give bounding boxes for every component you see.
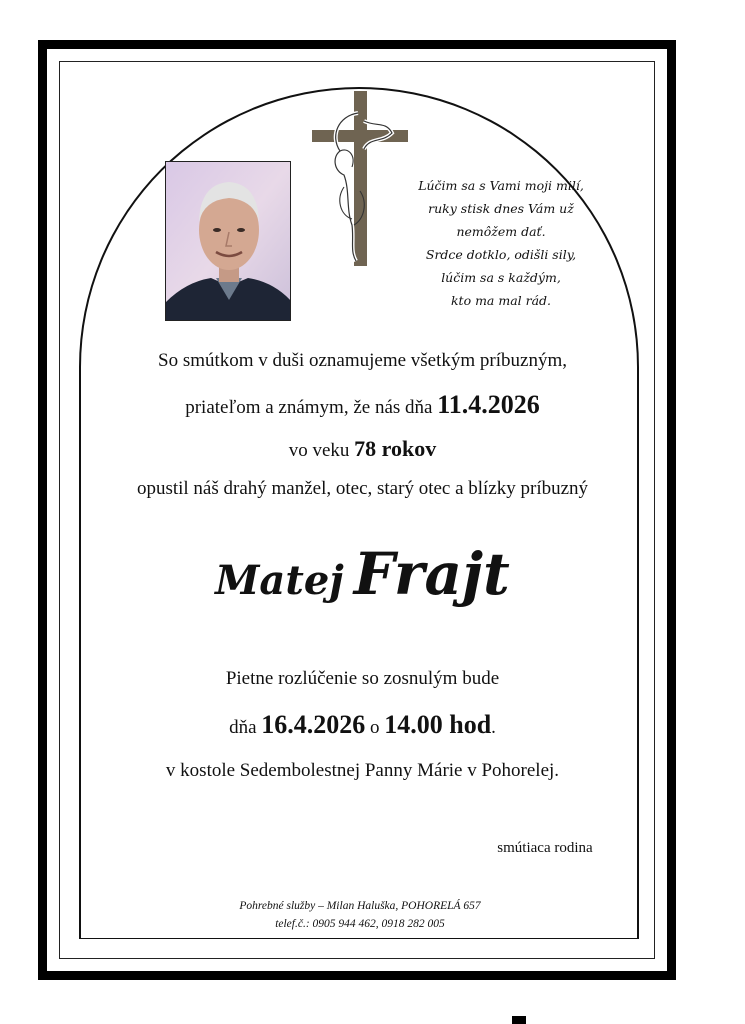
signature: smútiaca rodina [497, 840, 593, 856]
announcement-text: So smútkom v duši oznamujeme všetkým príbuzným, [158, 350, 567, 371]
scan-mark [512, 1016, 526, 1024]
funeral-location: v kostole Sedembolestnej Panny Márie v Pohorelej. [165, 760, 560, 781]
funeral-date-prefix: dňa [229, 717, 257, 738]
portrait-image [166, 162, 291, 321]
cross-with-lily-icon [308, 91, 412, 266]
funeral-date: 16.4.2026 [261, 710, 366, 739]
announcement-line-3 [70, 436, 655, 462]
announcement-text: priateľom a známym, že nás dňa [185, 397, 433, 418]
death-date: 11.4.2026 [437, 390, 540, 419]
poem-line: kto ma mal rád. [450, 293, 552, 308]
announcement-line-4 [70, 478, 655, 500]
portrait-photo [165, 161, 291, 321]
poem-line: ruky stisk dnes Vám už [428, 201, 574, 216]
announcement-text: opustil náš drahý manžel, otec, starý otec a blízky príbuzný [136, 478, 589, 499]
announcement-line-1 [70, 350, 655, 372]
footer-phone: telef.č.: 0905 944 462, 0918 282 005 [275, 918, 445, 930]
funeral-connector: o [370, 717, 380, 738]
poem-line: nemôžem dať. [456, 224, 546, 239]
funeral-time: 14.00 hod [384, 710, 492, 739]
poem-line: Srdce dotklo, odišli sily, [425, 247, 577, 262]
age-prefix: vo veku [288, 440, 350, 461]
poem-line: Lúčim sa s Vami moji milí, [418, 178, 584, 193]
poem-line: lúčim sa s každým, [441, 270, 561, 285]
funeral-location-line [70, 760, 655, 782]
funeral-line-1 [70, 668, 655, 690]
footer-company: Pohrebné služby – Milan Haluška, POHORELÁ 657 [239, 900, 481, 912]
announcement-line-2 [70, 390, 655, 420]
deceased-name [70, 540, 655, 608]
age-value: 78 rokov [354, 436, 437, 461]
farewell-poem [412, 174, 590, 312]
last-name: Frajt [353, 540, 510, 608]
funeral-date-line [70, 710, 655, 740]
funeral-text: Pietne rozlúčenie so zosnulým bude [225, 668, 500, 689]
funeral-dot: . [491, 717, 496, 738]
first-name: Matej [215, 557, 344, 604]
